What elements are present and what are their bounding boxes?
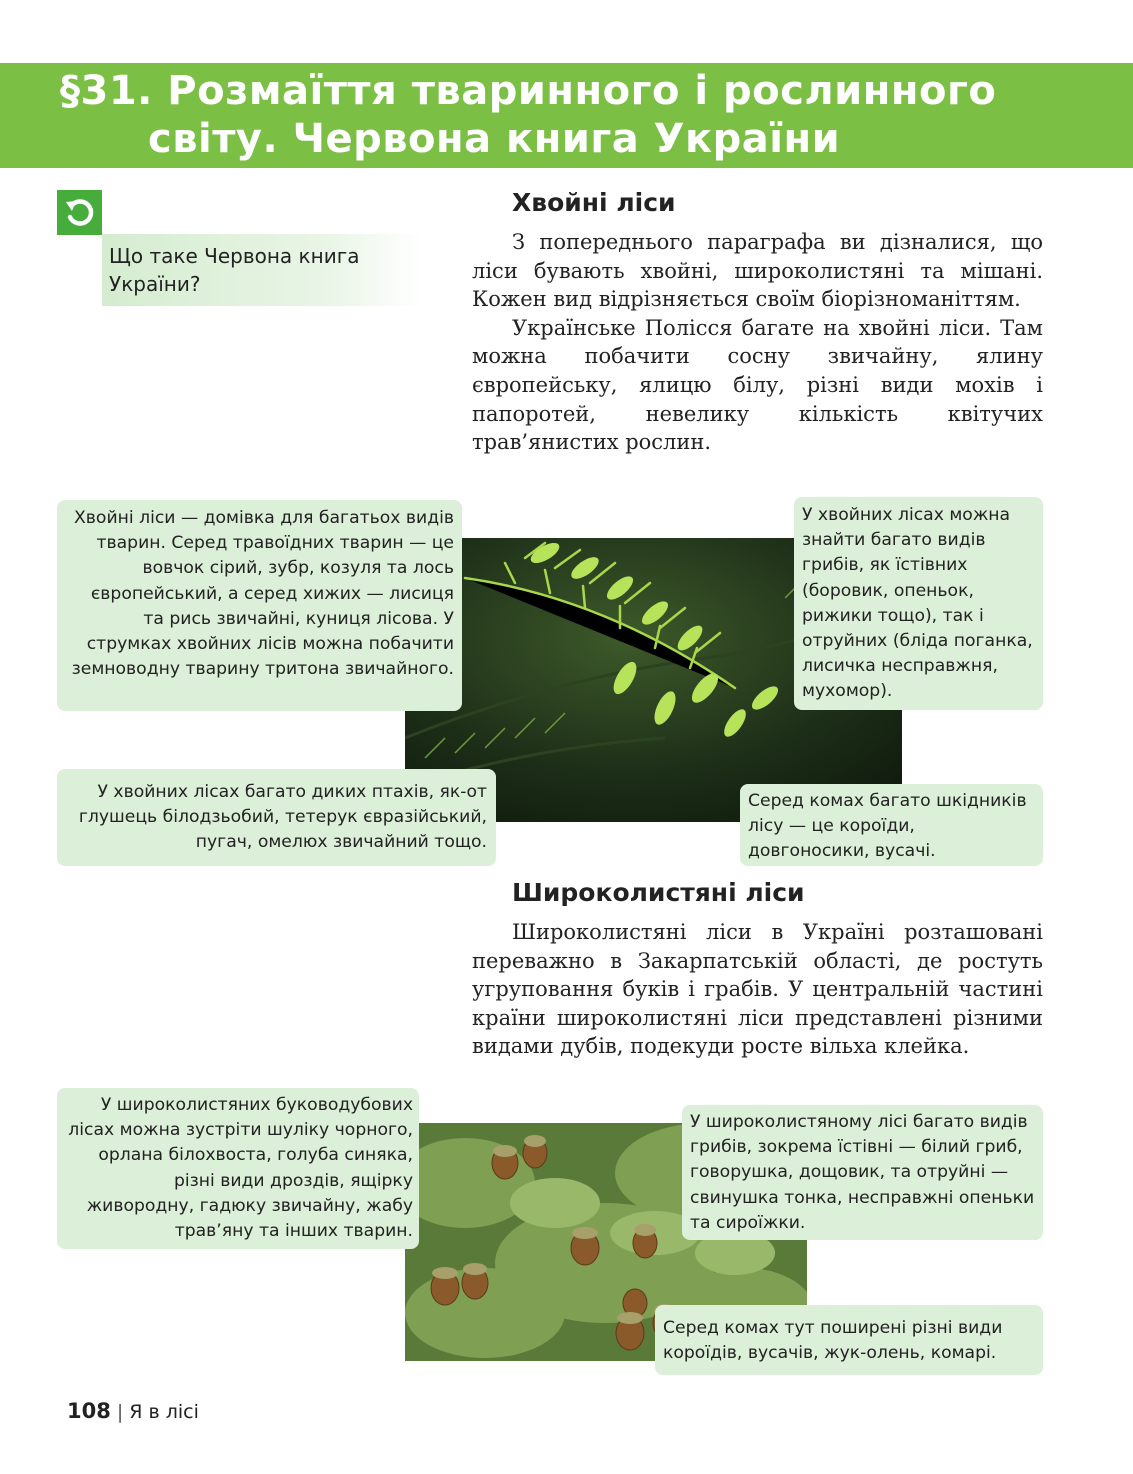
page-title [60,67,996,163]
coniferous-insects-text: Серед комах багато шкідників лісу — це короїди, довгоносики, вусачі. [748,791,1027,862]
footer-separator: | [116,1401,124,1423]
broadleaf-insects-text: Серед комах тут поширені різні види короїдів, вусачів, жук-олень, комарі. [663,1318,1003,1364]
broadleaf-fungi-callout [682,1105,1043,1240]
recall-question: Що таке Червона книга України? [109,244,360,296]
broadleaf-fungi-text: У широколистяному лісі багато видів грибів, зокрема їстівні — білий гриб, говорушка, дощовик, та отруйні — свинушка тонка, несправжні опеньки та сироїжки. [690,1112,1035,1233]
title-line-1: §31. Розмаїття тваринного і рослинного [60,68,997,114]
footer-section-title: Я в лісі [129,1401,199,1423]
coniferous-paragraph-1: З попереднього параграфа ви дізналися, що ліси бувають хвойні, широколистяні та мішані. Кожен вид відрізняється своїм біорізноманіттям. [472,230,1043,312]
page-number: 108 [67,1399,111,1423]
coniferous-birds-text: У хвойних лісах багато диких птахів, як-от глушець білодзьобий, тетерук євразійський, пугач, омелюх звичайний тощо. [78,782,487,853]
page-footer [67,1399,199,1423]
coniferous-animals-callout [57,500,462,711]
broadleaf-paragraph-1: Широколистяні ліси в Україні розташовані переважно в Закарпатській області, де ростуть угруповання буків і грабів. У центральній частині країни широколистяні ліси представлені різними видами дубів, подекуди росте вільха клейка. [472,920,1043,1059]
recall-question-box [102,234,422,306]
coniferous-fungi-callout [794,497,1043,710]
coniferous-text [472,228,1043,457]
broadleaf-animals-text: У широколистяних буководубових лісах можна зустріти шуліку чорного, орлана білохвоста, голуба синяка, різні види дроздів, ящірку живородну, гадюку звичайну, жабу трав’яну та інших тварин. [68,1095,413,1242]
refresh-arrow-icon [57,190,102,235]
title-banner [0,63,1133,168]
broadleaf-heading: Широколистяні ліси [512,878,805,907]
coniferous-birds-callout [57,769,496,866]
broadleaf-text [472,918,1043,1061]
coniferous-insects-callout [740,784,1043,866]
coniferous-animals-text: Хвойні ліси — домівка для багатьох видів тварин. Серед травоїдних тварин — це вовчок сірий, зубр, козуля та лось європейський, а серед хижих — лисиця та рись звичайні, куниця лісова. У струмках хвойних лісів можна побачити земноводну тварину тритона звичайного. [71,508,454,680]
coniferous-heading: Хвойні ліси [512,188,676,217]
coniferous-paragraph-2: Українське Полісся багате на хвойні ліси. Там можна побачити сосну звичайну, ялину європейську, ялицю білу, різні види мохів і папоротей, невелику кількість квітучих трав’янистих рослин. [472,315,1043,455]
coniferous-fungi-text: У хвойних лісах можна знайти багато видів грибів, як їстівних (боровик, опеньок, рижики тощо), так і отруйних (бліда поганка, лисичка несправжня, мухомор). [802,505,1033,702]
broadleaf-animals-callout [57,1088,419,1249]
broadleaf-insects-callout [655,1305,1043,1375]
title-line-2: світу. Червона книга України [148,116,841,162]
